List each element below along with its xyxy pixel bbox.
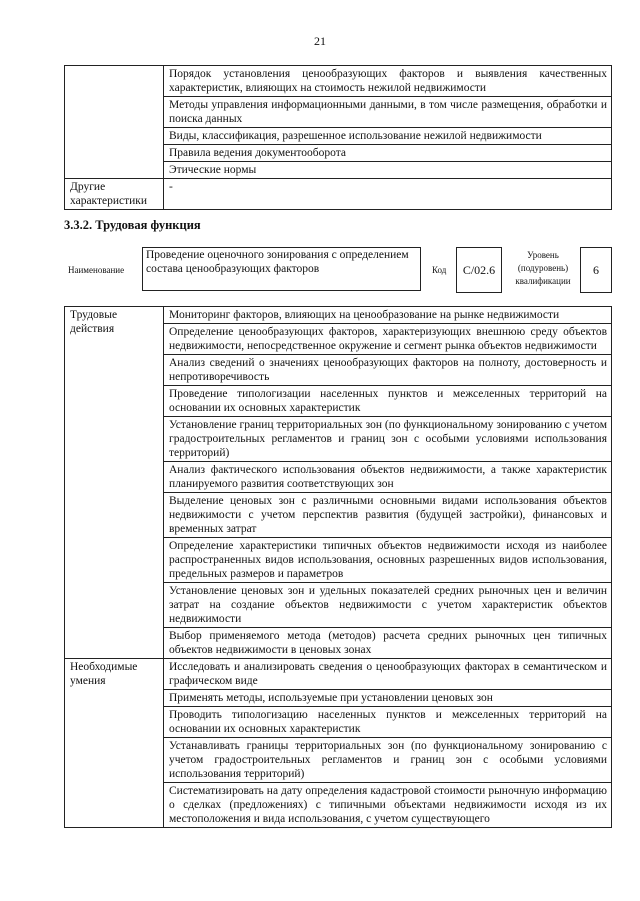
table-row [65,66,612,97]
code-value-box [456,247,502,293]
main-table [64,306,612,828]
name-label: Наименование [68,265,125,275]
code-label: Код [432,265,447,275]
table-cell: Исследовать и анализировать сведения о ценообразующих факторах в семантическом и графическом виде [164,659,612,690]
table-row [65,659,612,690]
table-cell: Методы управления информационными данными, в том числе размещения, обработки и поиска данных [164,97,612,128]
name-value-box [142,247,421,291]
table-cell: Установление ценовых зон и удельных показателей средних рыночных цен и величин затрат на создание объектов недвижимости с учетом характеристик объектов недвижимости [164,583,612,628]
top-table [64,65,612,210]
table-cell: Анализ фактического использования объектов недвижимости, а также характеристик планируемого развития соответствующих зон [164,462,612,493]
table-cell: Определение ценообразующих факторов, характеризующих внешнюю среду объектов недвижимости, непосредственное окружение и сегмент рынка объектов недвижимости [164,324,612,355]
table-cell: Определение характеристики типичных объектов недвижимости исходя из наиболее распространенных видов использования, основных разрешенных видов использования, предельных размеров и параметров [164,538,612,583]
table-cell: Выбор применяемого метода (методов) расчета средних рыночных цен типичных объектов недвижимости в ценовых зонах [164,628,612,659]
code-value: С/02.6 [462,263,496,277]
table-cell: Устанавливать границы территориальных зон (по функциональному зонированию с учетом градостроительных регламентов и границ зон с особыми условиями использования территорий) [164,738,612,783]
row-label: Трудовые действия [65,307,164,659]
table-cell: Систематизировать на дату определения кадастровой стоимости рыночную информацию о сделках (предложениях) с типичными объектами недвижимости исходя из их местоположения и вида использования, с учетом существующего [164,783,612,828]
table-row [65,179,612,210]
row-label: Необходимые умения [65,659,164,828]
level-value-box [580,247,612,293]
table-cell: Мониторинг факторов, влияющих на ценообразование на рынке недвижимости [164,307,612,324]
table-cell: - [164,179,612,210]
level-value: 6 [593,263,599,277]
table-cell: Правила ведения документооборота [164,145,612,162]
table-cell: Виды, классификация, разрешенное использование нежилой недвижимости [164,128,612,145]
table-cell: Этические нормы [164,162,612,179]
table-cell: Применять методы, используемые при установлении ценовых зон [164,690,612,707]
table-cell: Проведение типологизации населенных пунктов и межселенных территорий на основании их основных характеристик [164,386,612,417]
row-label: Другие характеристики [65,179,164,210]
section-title: 3.3.2. Трудовая функция [64,218,201,232]
page-number: 21 [314,34,326,48]
table-cell: Установление границ территориальных зон (по функциональному зонированию с учетом градостроительных регламентов и границ зон с особыми условиями использования территорий) [164,417,612,462]
table-row [65,307,612,324]
table-cell: Выделение ценовых зон с различными основными видами использования объектов недвижимости с учетом перспектив развития (будущей застройки), финансовых и временных затрат [164,493,612,538]
name-value: Проведение оценочного зонирования с определением состава ценообразующих факторов [146,249,409,275]
table-cell: Анализ сведений о значениях ценообразующих факторов на полноту, достоверность и непротиворечивость [164,355,612,386]
table-cell: Проводить типологизацию населенных пунктов и межселенных территорий на основании их основных характеристик [164,707,612,738]
row-label [65,66,164,179]
level-label: Уровень (подуровень) квалификации [515,250,571,286]
table-cell: Порядок установления ценообразующих факторов и выявления качественных характеристик, влияющих на стоимость нежилой недвижимости [164,66,612,97]
